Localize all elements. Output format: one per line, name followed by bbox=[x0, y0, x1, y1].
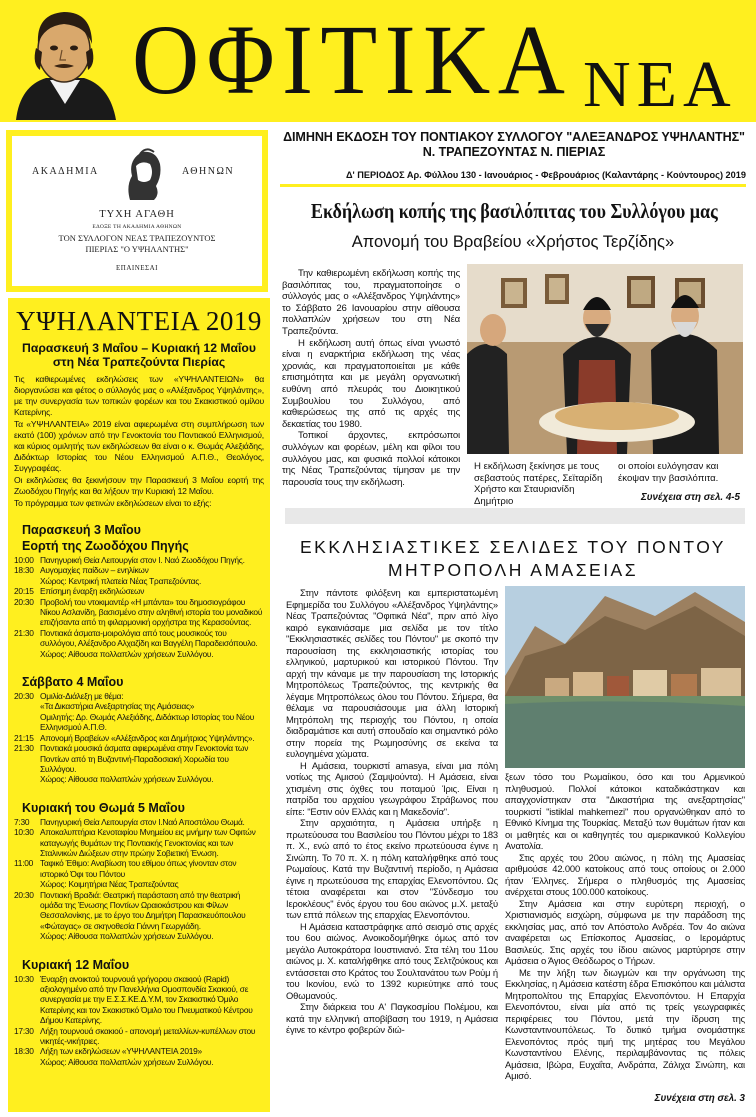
program-intro-2: Τα «ΥΨΗΛΑΝΤΕΙΑ» 2019 είναι αφιερωμένα στη συμπλήρωση των εκατό (100) χρόνων από την Γενοκτονία του Ποντιακού Ελληνισμού, και κύριος ομιλητής των εκδηλώσεων θα είναι ο κ. Θωμάς Αλεξιάδης, Διδάκτωρ Ιστορίας του Νέου Ελληνισμού Α.Π.Θ., Θεολόγος, Συγγραφέας. bbox=[14, 419, 264, 473]
schedule-description: Χώρος: Αίθουσα πολλαπλών χρήσεων Συλλόγου. bbox=[40, 931, 214, 942]
schedule-row bbox=[14, 565, 264, 575]
photo1-caption-right: οι οποίοι ευλόγησαν και έκοψαν την βασιλόπιτα. bbox=[618, 461, 719, 484]
schedule-time: 10:00 bbox=[14, 555, 34, 565]
program-intro-3: Οι εκδηλώσεις θα ξεκινήσουν την Παρασκευή 3 Μαΐου εορτή της Ζωοδόχου Πηγής και θα λήξουν την Κυριακή 12 Μαΐου. bbox=[14, 475, 264, 496]
article1-body bbox=[282, 268, 460, 488]
article2-continued-link[interactable]: Συνέχεια στη σελ. 3 bbox=[654, 1093, 745, 1104]
program-intro-4: Το πρόγραμμα των φετινών εκδηλώσεων είναι το εξής: bbox=[14, 498, 212, 508]
schedule-row bbox=[14, 1057, 264, 1067]
schedule-row bbox=[14, 1046, 264, 1056]
issue-header bbox=[276, 130, 752, 160]
program-dates-line2: στη Νέα Τραπεζούντα Πιερίας bbox=[52, 355, 226, 369]
article2-headline bbox=[280, 536, 746, 582]
academy-line1: ΕΔΟΞΕ ΤΗ ΑΚΑΔΗΜΙΑ ΑΘΗΝΩΝ bbox=[92, 224, 182, 230]
issue-title-line2: Ν. ΤΡΑΠΕΖΟΥΝΤΑΣ Ν. ΠΙΕΡΙΑΣ bbox=[422, 145, 606, 159]
day3-title: Κυριακή του Θωμά 5 Μαΐου bbox=[22, 800, 185, 815]
program-dates-line1: Παρασκευή 3 Μαΐου – Κυριακή 12 Μαΐου bbox=[22, 341, 256, 355]
schedule-time: 10:30 bbox=[14, 973, 34, 984]
photo1-caption-left: Η εκδήλωση ξεκίνησε με τους σεβαστούς πατέρες, Σεϊταρίδη Χρήστο και Σταυριανίδη Δημήτριο bbox=[474, 461, 603, 507]
schedule-time bbox=[14, 712, 40, 733]
schedule-description: Λήξη τουρνουά σκακιού - απονομή μεταλλίων-κυπέλλων στου νικητές-νικήτριες. bbox=[40, 1025, 256, 1047]
schedule-row bbox=[14, 974, 264, 1026]
academy-line3: ΠΙΕΡΙΑΣ "Ο ΥΨΗΛΑΝΤΗΣ" bbox=[85, 244, 189, 254]
day4-schedule bbox=[14, 974, 264, 1068]
program-intro-1: Τις καθιερωμένες εκδηλώσεις των «ΥΨΗΛΑΝΤΕΙΩΝ» θα διοργανώσει και φέτος ο σύλλογός μας ο «Αλέξανδρος Υψηλάντης», με την συνεργασία των τοπικών φορέων και του Σκακιστικού ομίλου Κατερίνης. bbox=[14, 374, 264, 417]
schedule-time bbox=[14, 649, 40, 659]
schedule-description: Αποκαλυπτήρια Κενοταφίου Μνημείου εις μνήμην των Οφιτών καταγωγής θυμάτων της Ποντιακής Γενοκτονίας και των Σταλινικών Διώξεων στην πρώην Σοβιετική Ένωση. bbox=[40, 827, 256, 858]
day2-title: Σάββατο 4 Μαΐου bbox=[22, 675, 124, 690]
schedule-description: Ομιλία-Διάλεξη με θέμα: bbox=[40, 691, 124, 702]
article1-paragraph: Τοπικοί άρχοντες, εκπρόσωποι συλλόγων και φορέων, μέλη και φίλοι του συλλόγου μας, και φυσικά πολλοί κάτοικοι της Νέας Τραπεζούντας τίμησαν με την παρουσία τους την εκδήλωση. bbox=[282, 430, 460, 488]
schedule-row bbox=[14, 890, 264, 932]
schedule-description: Χώρος: Κοιμητήρια Νέας Τραπεζούντας bbox=[40, 879, 179, 890]
day4-title: Κυριακή 12 Μαΐου bbox=[22, 957, 130, 972]
academy-line4: ΕΠΑΙΝΕΣΑΙ bbox=[115, 264, 158, 272]
article2-headline-line1: ΕΚΚΛΗΣΙΑΣΤΙΚΕΣ ΣΕΛΙΔΕΣ ΤΟΥ ΠΟΝΤΟΥ bbox=[300, 537, 726, 557]
schedule-description: Χώρος: Κεντρική πλατεία Νέας Τραπεζούντας. bbox=[40, 575, 202, 586]
article2-column-right bbox=[505, 771, 745, 1082]
schedule-time bbox=[14, 576, 40, 586]
schedule-time: 21:30 bbox=[14, 627, 34, 638]
athena-head-emblem bbox=[116, 146, 168, 204]
article1-paragraph: Η εκδήλωση αυτή όπως είναι γνωστό είναι η εναρκτήρια εκδήλωση της νέας χρονιάς, και πραγματοποιείται με κάθε επισημότητα και με μεγάλη οργανωτική ευθύνη από πλευράς του Διοικητικού Συμβουλίου του Συλλόγου, από καθιερώσεως της από τις αρχές της δεκαετίας του 1980. bbox=[282, 337, 460, 430]
article2-paragraph: Στην αρχαιότητα, η Αμάσεια υπήρξε η πρωτεύουσα του Βασιλείου του Πόντου μέχρι το 183 π. Χ., ενώ από το έτος εκείνο πρωτεύουσα έγινε η Σινώπη. Το 70 π. Χ. η πόλη καταλήφθηκε από τους Ρωμαίους. Κατά την Βυζαντινή περίοδο, η Αμάσεια έγινε η πρωτεύουσα της επαρχίας Ελενοπόντου. Ως τέτοια αναφέρεται και στον "Σύνδεσμο του Ιεροκλέους" ένός έργου του 6ου αιώνος μ.Χ. μεταξύ των επτά πόλεων της επαρχίας Ελενοπόντου. bbox=[286, 817, 498, 920]
event-program-sidebar bbox=[8, 298, 270, 1112]
article2-column-left bbox=[286, 587, 498, 1036]
schedule-row bbox=[14, 858, 264, 879]
schedule-row bbox=[14, 1026, 264, 1047]
academy-motto: ΤΥΧΗ ΑΓΑΘΗ bbox=[99, 209, 175, 220]
schedule-row bbox=[14, 628, 264, 649]
day2-schedule bbox=[14, 691, 264, 785]
academy-line2: ΤΟΝ ΣΥΛΛΟΓΟΝ ΝΕΑΣ ΤΡΑΠΕΖΟΥΝΤΟΣ bbox=[58, 233, 216, 243]
schedule-description: Λήξη των εκδηλώσεων «ΥΨΗΛΑΝΤΕΙΑ 2019» bbox=[40, 1046, 202, 1057]
article1-headline: Εκδήλωση κοπής της βασιλόπιτας του Συλλόγου μας bbox=[310, 199, 718, 223]
schedule-time: 20:15 bbox=[14, 586, 34, 597]
article2-paragraph: Με την λήξη των διωγμών και την οργάνωση της Εκκλησίας, η Αμάσεια κατέστη έδρα Επισκόπου και μάλιστα Μητροπολίτου της Επαρχίας Ελενοπόντου. Η Επαρχία Ελενοπόντου, είναι μία από τις τρείς γεωγραφικές περιφέρειες του Πόντου, μετά την ίδρυση της Κωνσταντινουπόλεως. Το δυτικό τμήμα ονομάστηκε Ελενοπόντος πρός τιμή της μητέρας του Μεγάλου Κωνσταντίνου Ελένης, περιλαμβάνοντας τις πόλεις Αμάσεια, Ιβώρα, Ευχαΐτα, Ανδράπα, Ζάλιχα Σινώπη, και Αμισό. bbox=[505, 966, 745, 1081]
article2-paragraph: Η Αμάσεια καταστράφηκε από σεισμό στις αρχές του 6ου αιώνος. Ανοικοδομήθηκε όμως από τον μεγάλο Αυτοκράτορα Ιουστινιανό. Στα τέλη του 11ου αιώνος μ. Χ. καταλήφθηκε από τους Σελτζούκους και εντάσσεται στο Κράτος του Σουλτανάτου των Ρούμ ή του Ικονίου, ενώ το 1392 κυριεύτηκε από τους Οθωμανούς. bbox=[286, 920, 498, 1001]
schedule-time bbox=[14, 1057, 40, 1067]
academy-right-label: ΑΘΗΝΩΝ bbox=[182, 166, 235, 177]
newspaper-title: ΟΦΙΤΙΚΑ bbox=[132, 4, 573, 115]
schedule-row bbox=[14, 774, 264, 784]
schedule-description: Ταφικό Έθιμο: Αναβίωση του εθίμου όπως γίνονταν στον ιστορικό Όφι του Πόντου bbox=[40, 858, 237, 879]
day1-title: Παρασκευή 3 Μαΐου bbox=[22, 523, 141, 537]
schedule-row bbox=[14, 586, 264, 596]
article1-subheadline: Απονομή του Βραβείου «Χρήστος Τερζίδης» bbox=[351, 233, 675, 251]
day1-schedule bbox=[14, 555, 264, 659]
article2-paragraph: Στην διάρκεια του Α' Παγκοσμίου Πολέμου, και κατά την ελληνική αποβίβαση του 1919, η Αμάσεια έγινε το κέντρο φοβερών διώ- bbox=[286, 1001, 498, 1035]
schedule-description: Προβολή του ντοκιμαντέρ «Η μπάντα» του δημοσιογράφου Νίκου Ασλανίδη, βασισμένο στην αληθινή ιστορία του μοναδικού επιζήσαντα από τη φιλαρμονική ορχήστρα της Κερασούντας. bbox=[40, 596, 263, 628]
day1-subtitle: Εορτή της Ζωοδόχου Πηγής bbox=[22, 539, 189, 553]
schedule-time bbox=[14, 774, 40, 784]
schedule-row bbox=[14, 555, 264, 565]
schedule-time: 20:30 bbox=[14, 889, 34, 900]
schedule-description: Χώρος: Αίθουσα πολλαπλών χρήσεων Συλλόγου. bbox=[40, 1056, 214, 1067]
masthead-banner bbox=[0, 0, 756, 122]
article1-continued-link[interactable]: Συνέχεια στη σελ. 4-5 bbox=[640, 492, 740, 503]
program-title: ΥΨΗΛΑΝΤΕΙΑ 2019 bbox=[16, 306, 262, 336]
day3-schedule bbox=[14, 817, 264, 942]
divider bbox=[280, 184, 746, 187]
schedule-row bbox=[14, 712, 264, 733]
schedule-description: Επίσημη έναρξη εκδηλώσεων bbox=[40, 586, 145, 597]
schedule-time: 10:30 bbox=[14, 827, 34, 838]
academy-left-label: ΑΚΑΔΗΜΙΑ bbox=[32, 166, 99, 177]
schedule-time: 21:30 bbox=[14, 743, 34, 754]
schedule-row bbox=[14, 649, 264, 659]
article2-paragraph: ξεων τόσο του Ρωμαίικου, όσο και του Αρμενικού πληθυσμού. Πολλοί κάτοικοι καταδικάστηκαν και απαγχονίστηκαν στα "Δικαστήρια της ανεξαρτησίας" τουρκιστί "istiklal mahkemezi" που οργανώθηκαν από το Εθνικό Κίνημα της Τουρκίας. Μεταξύ των θυμάτων ήταν και οι μαθητές και οι καθηγητές του αμερικανικού Κολλεγίου Ανατολία. bbox=[505, 771, 745, 851]
schedule-row bbox=[14, 691, 264, 701]
article2-paragraph: Στην Αμάσεια και στην ευρύτερη περιοχή, ο Χριστιανισμός εισχώρη, σύμφωνα με την παράδοση της εκκλησίας μας, από τον Απόστολο Ανδρέα. Τον 4ο αιώνα αναφέρεται ως Επίσκοπος Αμασείας, ο Ιερομάρτυς Βασιλεύς. Στις αρχές του ίδιου αιώνος μαρτύρησε στην Αμάσεια ο Άγιος Θεόδωρος ο Τήρων. bbox=[505, 897, 745, 966]
article2-headline-line2: ΜΗΤΡΟΠΟΛΗ ΑΜΑΣΕΙΑΣ bbox=[387, 560, 639, 580]
schedule-description: Ποντιακά άσματα-μοιρολόγια από τους μουσικούς του συλλόγου, Αλέξανδρο Αλχαζίδη και Βαγγέλη Παραδεισόπουλο. bbox=[40, 627, 258, 649]
schedule-row bbox=[14, 733, 264, 743]
schedule-row bbox=[14, 931, 264, 941]
schedule-description: Ποντιακή Βραδιά: Θεατρική παράσταση από την θεατρική ομάδα της Ένωσης Ποντίων Ωραιοκάστρου και Φίλων Θεσσαλονίκης, με το έργο του Δημήτρη Παρασκευόπουλου «Φώταγας» σε σκηνοθεσία Γιάννη Γεωργιάδη. bbox=[40, 889, 246, 931]
schedule-time: 21:15 bbox=[14, 732, 34, 743]
article2-paragraph: Στις αρχές του 20ου αιώνος, η πόλη της Αμασείας αριθμούσε 42.000 κατοίκους από τους οποίους οι 2.000 ήταν Έλληνες. Σήμερα ο πληθυσμός της Αμασείας ανέρχεται στους 100.000 κατοίκους. bbox=[505, 851, 745, 897]
schedule-description: Πανηγυρική Θεία Λειτουργία στον Ι.Ναό Αποστόλου Θωμά. bbox=[40, 816, 245, 827]
schedule-row bbox=[14, 576, 264, 586]
schedule-description: Ποντιακά μουσικά άσματα αφιερωμένα στην Γενοκτονία των Ποντίων από τη Βυζαντινή-Παραδοσιακή Χορωδία του Συλλόγου. bbox=[40, 743, 249, 774]
schedule-description: Έναρξη ανοικτού τουρνουά γρήγορου σκακιού (Rapid) αξιολογημένο από την Πανελλήνια Ομοσπονδία Σκακιού, σε συνεργασία με την Ε.Σ.Σ.ΚΕ.Δ.Υ.Μ, τον Σκακιστικό Όμιλο Κατερίνης και τον Σκακιστικό Όμιλο του Πνευματικού Κέντρου Δήμου Κατερίνης. bbox=[40, 973, 253, 1026]
schedule-time: 18:30 bbox=[14, 1046, 34, 1057]
schedule-row bbox=[14, 817, 264, 827]
schedule-description: Αυγομαχίες παίδων – ενηλίκων bbox=[40, 565, 149, 576]
article2-paragraph: Στην πάντοτε φιλόξενη και εμπεριστατωμένη Εφημερίδα του Συλλόγου «Αλέξανδρος Υψηλάντης» Νέας Τραπεζούντας "Οφιτικά Νέα", πριν από λίγο καιρό εγκαινιάσαμε μια σελίδα με τον τίτλο "Εκκλησιαστικές σελίδες του Πόντου" με σκοπό την παρουσίαση της εκκλησιαστικής ιστορίας του ελληνικού, μαρτυρικού και ιστορικού Πόντου. Την αρχή την κάναμε με την παρουσίαση της Ιστορικής Μητροπόλεως Τραπεζούντος, της κεντρικής θα λέγαμε Μητροπόλεως όλου του Πόντου. Σήμερα, θα θέλαμε να παρουσιάσουμε μια άλλη Ιστορική Μητρόπολη της περιοχής του Πόντου, η οποία διαδραμάτισε και αυτή σπουδαίο και σημαντικό ρόλο στην πορεία της Ρωμηοσύνης σε εκείνα τα ευλογημένα χώματα. bbox=[286, 587, 498, 759]
schedule-row bbox=[14, 701, 264, 711]
article2-paragraph: Η Αμάσεια, τουρκιστί amasya, είναι μια πόλη νοτίως της Αμισού (Σαμψούντα). Η Αμάσεια, είναι χτισμένη στις όχθες του ποταμού Ίρις. Είναι η πατρίδα του αρχαίου γεωγράφου Στράβωνος που είπε: "Εστιν ούν Ελλάς και η Μακεδονία". bbox=[286, 759, 498, 817]
schedule-description: «Τα Δικαστήρια Ανεξαρτησίας της Αμάσειας» bbox=[40, 701, 195, 712]
issue-meta: Δ' ΠΕΡΙΟΔΟΣ Αρ. Φύλλου 130 - Ιανουάριος - Φεβρουάριος (Καλαντάρης - Κούντουρος) 2019 bbox=[345, 170, 746, 180]
schedule-time bbox=[14, 879, 40, 889]
schedule-description: Ομιλητής: Δρ. Θωμάς Αλεξιάδης, Διδάκτωρ Ιστορίας του Νέου Ελληνισμού Α.Π.Θ. bbox=[40, 711, 255, 733]
schedule-time: 17:30 bbox=[14, 1025, 34, 1036]
schedule-description: Απονομή Βραβείων «Αλέξανδρος και Δημήτριος Υψηλάντης». bbox=[40, 732, 255, 743]
schedule-time: 20:30 bbox=[14, 691, 34, 702]
schedule-row bbox=[14, 743, 264, 774]
schedule-time: 18:30 bbox=[14, 565, 34, 576]
article1-paragraph: Την καθιερωμένη εκδήλωση κοπής της βασιλόπιτας του, πραγματοποίησε ο σύλλογός μας ο «Αλέξανδρος Υψηλάντης» το Σάββατο 26 Ιανουαρίου στην αίθουσα πολλαπλών χρήσεων του στη Νέα Τραπεζούντα. bbox=[282, 268, 460, 337]
amasya-photo bbox=[505, 586, 745, 768]
schedule-row bbox=[14, 879, 264, 889]
schedule-time bbox=[14, 931, 40, 941]
schedule-time: 7:30 bbox=[14, 816, 30, 827]
schedule-description: Πανηγυρική Θεία Λειτουργία στον Ι. Ναό Ζωοδόχου Πηγής. bbox=[40, 555, 245, 565]
schedule-time: 11:00 bbox=[14, 858, 34, 869]
portrait-illustration bbox=[6, 4, 124, 120]
schedule-row bbox=[14, 597, 264, 628]
schedule-time: 20:30 bbox=[14, 596, 34, 607]
schedule-description: Χώρος: Αίθουσα πολλαπλών χρήσεων Συλλόγου. bbox=[40, 648, 214, 659]
section-divider bbox=[285, 508, 745, 524]
schedule-row bbox=[14, 827, 264, 858]
newspaper-subtitle: ΝΕΑ bbox=[583, 48, 737, 121]
schedule-time bbox=[14, 701, 40, 711]
schedule-description: Χώρος: Αίθουσα πολλαπλών χρήσεων Συλλόγου. bbox=[40, 774, 214, 785]
vasilopita-photo bbox=[467, 264, 743, 454]
academy-award-box bbox=[6, 130, 268, 292]
issue-title-line1: ΔΙΜΗΝΗ ΕΚΔΟΣΗ ΤΟΥ ΠΟΝΤΙΑΚΟΥ ΣΥΛΛΟΓΟΥ "ΑΛΕΞΑΝΔΡΟΣ ΥΨΗΛΑΝΤΗΣ" bbox=[283, 130, 745, 144]
